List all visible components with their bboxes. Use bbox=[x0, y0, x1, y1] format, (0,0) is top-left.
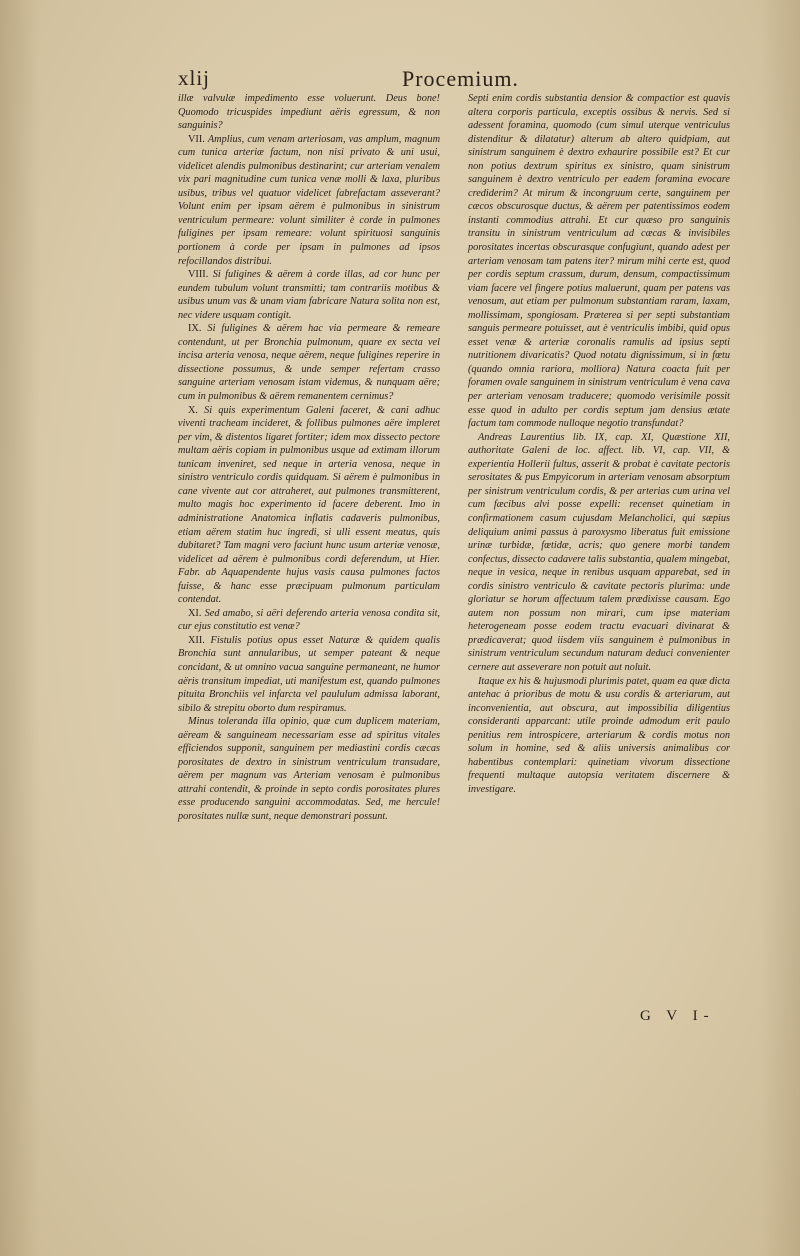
paragraph: XI. Sed amabo, si aëri deferendo arteria venosa condita sit, cur ejus constitutio est venæ? bbox=[178, 607, 440, 633]
paragraph-number: VII. bbox=[188, 133, 205, 145]
page-edge-shadow-right bbox=[760, 0, 800, 1256]
paragraph: VII. Amplius, cum venam arteriosam, vas amplum, magnum cum tunica arteriæ factum, non nisi privato & uni usui, videlicet alendis pulmonibus destinarint; cur arteriam venalem vix pari magnitudine cum tunica venæ molli & laxa, pluribus usibus, tribus vel quatuor videlicet fabrefactam asseverant? Volunt enim per ipsam aërem è pulmonibus in sinistrum ventriculum permeare: volunt similiter è corde in pulmones fuligines per ipsam remeare: volunt spirituosi sanguinis portionem à corde per ipsam in pulmones ad ipsos refocillandos distribui. bbox=[178, 133, 441, 267]
paragraph: VIII. Si fuligines & aërem à corde illas, ad cor hunc per eundem tubulum volunt transmitti; tam contrariis motibus & usibus unum vas & unam viam fabricare Natura solita non est, nec videre usquam contigit. bbox=[178, 269, 440, 321]
paragraph: illæ valvulæ impedimento esse voluerunt. Deus bone! Quomodo tricuspides impediunt aëris egressum, & non sanguinis? bbox=[178, 93, 440, 132]
paragraph: XII. Fistulis potius opus esset Naturæ & quidem qualis Bronchia sunt annularibus, ut semper pateant & neque concidant, & ut omnino vacua sanguine permaneant, ne humor aëris transitum impediat, uti manifestum est, quando pulmones pituita Bronchiis vel infarcta vel paululum admissa laborant, sibilo & strepitu oborto dum respiramus. bbox=[178, 634, 440, 714]
paragraph-number: XI. bbox=[188, 607, 202, 619]
paragraph-number: IX. bbox=[188, 323, 202, 335]
paragraph: Minus toleranda illa opinio, quæ cum duplicem materiam, aëream & sanguineam necessariam esse ad spiritus vitales efficiendos supponit, sanguinem per mediastini cordis cæcas porositates de dextro in sinistrum ventriculum transudare, aërem per magnum vas Arteriam venosam è pulmonibus attrahi contendit, & proinde in septo cordis porositates plures esse producendo sanguini accommodatas. Sed, me hercule! porositates nullæ sunt, neque demonstrari possunt. bbox=[178, 716, 440, 822]
paragraph-number: X. bbox=[188, 404, 199, 416]
paragraph: Andreas Laurentius lib. IX, cap. XI, Quæstione XII, authoritate Galeni de loc. affect. lib. VI, cap. VII, & experientia Hollerii fultus, asserit & probat è cavitate pectoris serositates & pus Empyicorum in arteriam venosam absorptum per sinistrum ventriculum cordis, & per arterias cum urina vel cum fæcibus alvi posse expelli: recenset quinetiam in confirmationem casum cujusdam Melancholici, qui sæpius deliquium animi passus à paroxysmo liberatus fuit emissione urinæ turbidæ, fœtidæ, acris; quo genere morbi tandem confectus, dissecto cadavere talis substantia, qualem mingebat, neque in vesica, neque in renibus usquam apparebat, sed in cordis sinistro ventriculo & cavitate pectoris plurima: unde gloriatur se horum affectuum talem prædixisse causam. Ego autem non possum non mirari, cum ipse materiam heterogeneam posse eodem tractu evacuari divinarat & prædicaverat; quod iisdem viis sanguinem è pulmonibus in sinistrum ventriculum secundum naturam deduci convenienter cernere aut asseverare non potuit aut noluit. bbox=[468, 431, 730, 673]
page-edge-shadow-left bbox=[0, 0, 40, 1256]
paragraph: X. Si quis experimentum Galeni faceret, & cani adhuc viventi tracheam incideret, & follibus pulmones aëre impleret per vim, & distentos ligaret fortiter; idem mox dissecto pectore multam aëris copiam in pulmonibus usque ad extimam illorum tunicam inveniret, sed neque in arteria venosa, neque in sinistro ventriculo cordis quidquam. Si aërem è pulmonibus in cane vivente aut cor attraheret, aut pulmones transmitterent, multo magis hoc experimento id facere deberent. Imo in administratione Anatomica inflatis cadaveris pulmonibus, etiam aërem statim huc ingredi, si ulli essent meatus, quis dubitaret? Tam magni vero faciunt hunc usum arteriæ venosæ, videlicet ad aërem è pulmonibus cordi deferendum, ut Hier. Fabr. ab Aquapendente hujus vasis causa pulmones factos fuisse, & hanc esse præcipuam pulmonum particulam contendat. bbox=[178, 404, 441, 606]
paragraph: Septi enim cordis substantia densior & compactior est quavis altera corporis particula, exceptis ossibus & nervis. Sed si adessent foramina, quomodo (cum simul uterque ventriculus distenditur & dilatatur) alterum ab altero quidpiam, aut sinistrum sanguinem è dextro exhaurire possibile est? Et cur non potius dextrum spiritus ex sinistro, quam sinistrum sanguinem è dextro ventriculo per eadem foramina evocare crediderim? At mirum & incongruum certe, sanguinem per cæcos obscurosque ductus, & aërem per patentissimos eodem instanti commodius attrahi. Et cur quæso pro sanguinis transitu in sinistrum ventriculum ad cæcas & invisibiles porositates incertas obscurasque confugiunt, quando adest per arteriam venosam tam patens iter? mirum mihi certe est, quod per cordis septum crassum, durum, densum, compactissimum viam facere vel fingere potius maluerunt, quam per patens vas venosum, aut etiam per pulmonum substantiam raram, laxam, mollissimam, spongiosam. Præterea si per septi substantiam sanguis permeare potuisset, aut è ventriculis imbibi, quid opus esset venæ & arteriæ coronalis ramulis ad ipsius septi nutritionem divaricatis? Quod notatu dignissimum, si in fœtu (quando omnia rariora, molliora) Natura coacta fuit per foramen ovale sanguinem in sinistrum ventriculum è vena cava per arteriam venosam traducere; quomodo verisimile possit esse quod in adulto per cordis septum jam densius ætate factum tam commode nulloque negotio transfundat? bbox=[468, 93, 730, 430]
left-column bbox=[178, 92, 440, 824]
paragraph-number: XII. bbox=[188, 634, 205, 646]
page-number: xlij bbox=[178, 66, 211, 90]
catchword: G V I- bbox=[640, 1008, 715, 1024]
running-title: Procemium. bbox=[402, 66, 519, 91]
right-column bbox=[468, 92, 730, 796]
paragraph: IX. Si fuligines & aërem hac via permeare & remeare contendunt, ut per Bronchia pulmonum, quare ex secta vel incisa arteria venosa, neque aërem, neque fuligines reperire in dissectione possumus, & unde semper refertam crasso sanguine arteriam venosam istam videmus, & nunquam aëre; cum in pulmonibus & aërem remanentem cernimus? bbox=[178, 323, 440, 403]
paragraph: Itaque ex his & hujusmodi plurimis patet, quam ea quæ dicta antehac à prioribus de motu & usu cordis & arteriarum, aut inconvenientia, aut obscura, aut impossibilia diligentius consideranti apparcant: utile proinde admodum erit paulo penitius rem introspicere, arteriarum & cordis motus non solum in homine, sed & aliis universis animalibus cor habentibus contemplari: quinetiam vivorum dissectione frequenti multaque autopsia veritatem discernere & investigare. bbox=[468, 675, 730, 795]
paragraph-number: VIII. bbox=[188, 269, 209, 281]
